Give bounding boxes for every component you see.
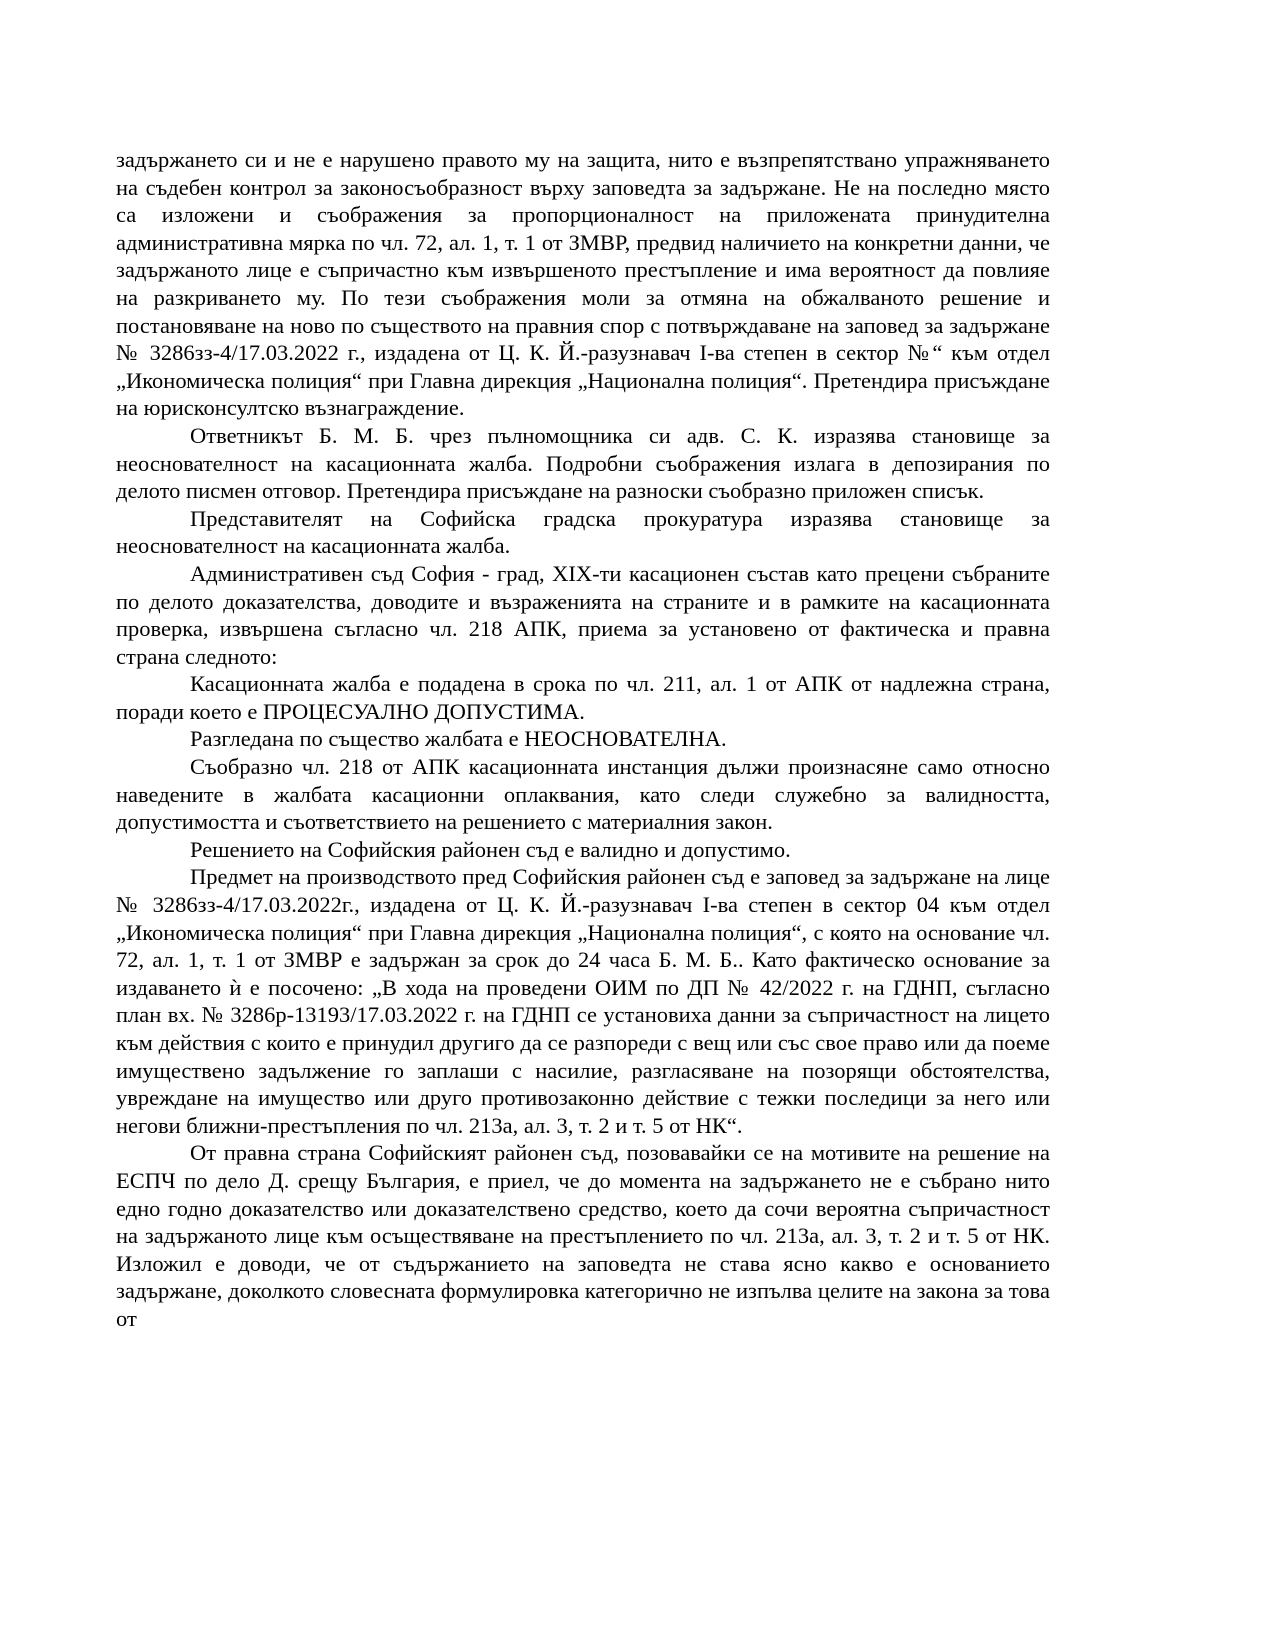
paragraph-5: Касационната жалба е подадена в срока по чл. 211, ал. 1 от АПК от надлежна страна, поради което е ПРОЦЕСУАЛНО ДОПУСТИМА. xyxy=(116,671,1050,724)
paragraph-1: задържането си и не е нарушено правото му на защита, нито е възпрепятствано упражняването на съдебен контрол за законосъобразност върху заповедта за задържане. Не на последно място са изложени и съображения за пропорционалност на приложената принудителна административна мярка по чл. 72, ал. 1, т. 1 от ЗМВР, предвид наличието на конкретни данни, че задържаното лице е съпричастно към извършеното престъпление и има вероятност да повлияе на разкриването му. По тези съображения моли за отмяна на обжалваното решение и постановяване на ново по съществото на правния спор с потвърждаване на заповед за задържане № 3286зз-4/17.03.2022 г., издадена от Ц. К. Й.-разузнавач І-ва степен в сектор №“ към отдел „Икономическа полиция“ при Главна дирекция „Национална полиция“. Претендира присъждане на юрисконсултско възнаграждение. xyxy=(116,147,1050,421)
document-page xyxy=(116,146,1050,1333)
paragraph-10: От правна страна Софийският районен съд, позовавайки се на мотивите на решение на ЕСПЧ по дело Д. срещу България, е приел, че до момента на задържането не е събрано нито едно годно доказателство или доказателствено средство, което да сочи вероятна съпричастност на задържаното лице към осъществяване на престъплението по чл. 213а, ал. 3, т. 2 и т. 5 от НК. Изложил е доводи, че от съдържанието на заповедта не става ясно какво е основанието задържане, доколкото словесната формулировка категорично не изпълва целите на закона за това от xyxy=(116,1140,1050,1331)
paragraph-6: Разгледана по същество жалбата е НЕОСНОВАТЕЛНА. xyxy=(190,726,727,752)
paragraph-3: Представителят на Софийска градска прокуратура изразява становище за неоснователност на касационната жалба. xyxy=(116,505,1050,559)
paragraph-4: Административен съд София - град, ХІХ-ти касационен състав като прецени събраните по делото доказателства, доводите и възраженията на страните и в рамките на касационната проверка, извършена съгласно чл. 218 АПК, приема за установено от фактическа и правна страна следното: xyxy=(116,560,1050,669)
paragraph-2: Ответникът Б. М. Б. чрез пълномощника си адв. С. К. изразява становище за неоснователност на касационната жалба. Подробни съображения излага в депозирания по делото писмен отговор. Претендира присъждане на разноски съобразно приложен списък. xyxy=(116,422,1050,504)
paragraph-9: Предмет на производството пред Софийския районен съд е заповед за задържане на лице № 3286зз-4/17.03.2022г., издадена от Ц. К. Й.-разузнавач І-ва степен в сектор 04 към отдел „Икономическа полиция“ при Главна дирекция „Национална полиция“, с която на основание чл. 72, ал. 1, т. 1 от ЗМВР е задържан за срок до 24 часа Б. М. Б.. Като фактическо основание за издаването ѝ е посочено: „В хода на проведени ОИМ по ДП № 42/2022 г. на ГДНП, съгласно план вх. № 3286р-13193/17.03.2022 г. на ГДНП се установиха данни за съпричастност на лицето към действия с които е принудил другиго да се разпореди с вещ или със свое право или да поеме имуществено задължение го заплаши с насилие, разгласяване на позорящи обстоятелства, увреждане на имущество или друго противозаконно действие с тежки последици за него или негови ближни-престъпления по чл. 213а, ал. 3, т. 2 и т. 5 от НК“. xyxy=(116,864,1050,1138)
paragraph-8: Решението на Софийския районен съд е валидно и допустимо. xyxy=(190,836,791,862)
paragraph-7: Съобразно чл. 218 от АПК касационната инстанция дължи произнасяне само относно наведените в жалбата касационни оплаквания, като следи служебно за валидността, допустимостта и съответствието на решението с материалния закон. xyxy=(116,754,1050,835)
